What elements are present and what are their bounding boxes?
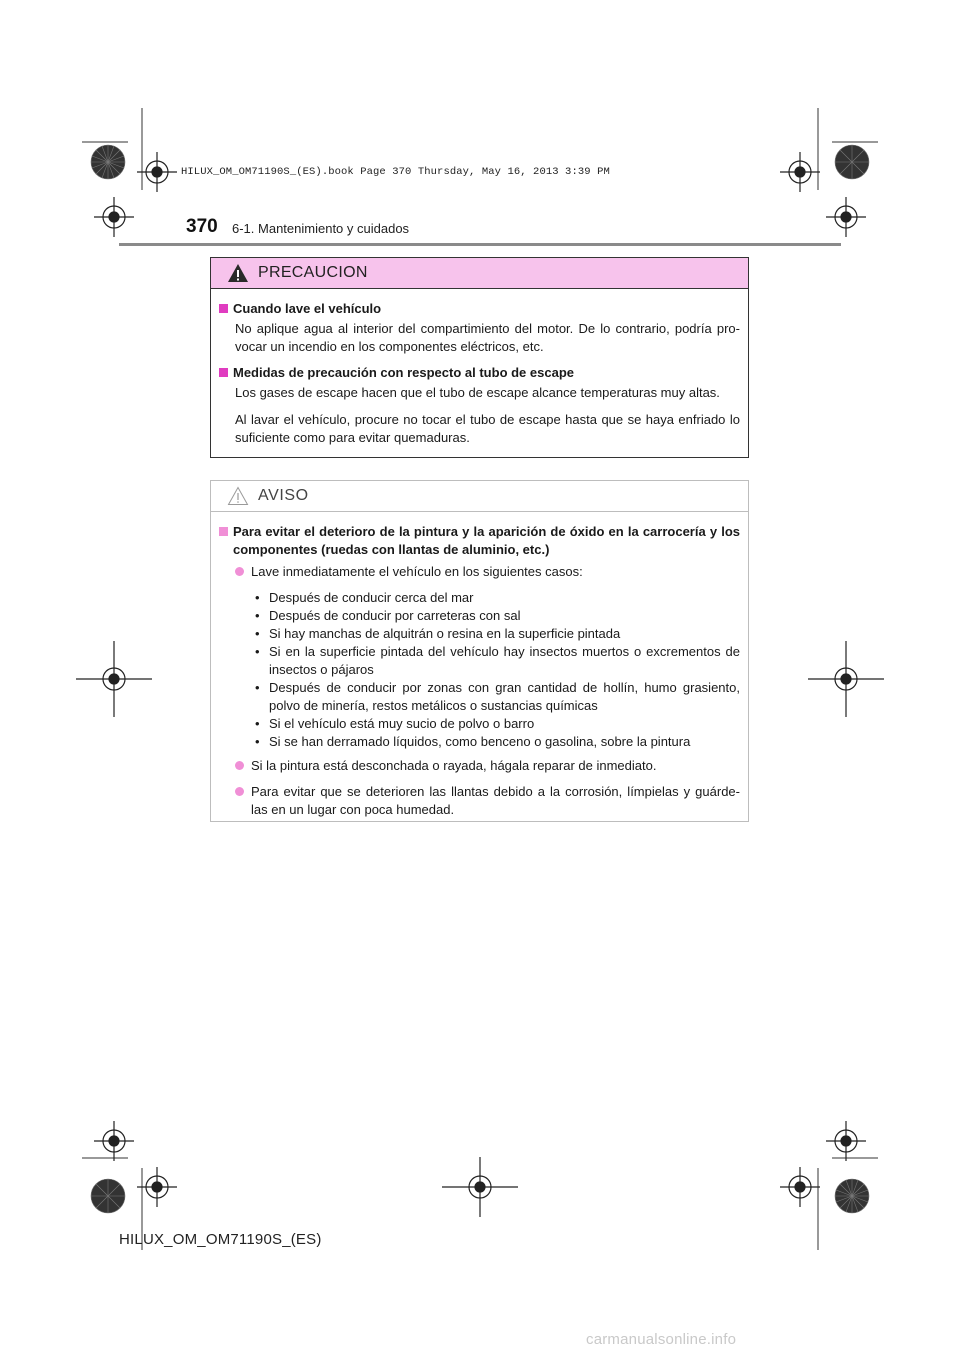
notice-heading: Para evitar el deterioro de la pintura y la aparición de óxido en la carrocería y los componentes (ruedas con llantas de aluminio, etc.) (219, 523, 740, 559)
notice-body (211, 512, 748, 819)
header-rule (119, 243, 841, 246)
section-title: 6-1. Mantenimiento y cuidados (232, 221, 410, 236)
notice-header (211, 481, 748, 512)
warning-outline-icon (227, 486, 249, 506)
list-item: • Si en la superficie pintada del vehículo hay insectos muertos o excrementos de insectos o pájaros (255, 644, 740, 677)
caution-body (211, 289, 748, 447)
caution-paragraph: Los gases de escape hacen que el tubo de escape alcance temperaturas muy altas. (235, 385, 720, 400)
footer-manual-code: HILUX_OM_OM71190S_(ES) (119, 1231, 322, 1248)
square-bullet-icon (219, 527, 228, 536)
watermark: carmanualsonline.info (586, 1331, 737, 1348)
round-bullet-icon (235, 567, 244, 576)
caution-paragraph: Al lavar el vehículo, procure no tocar el tubo de escape hasta que se haya enfriado lo suficiente como para evitar quemaduras. (235, 412, 740, 445)
notice-box (210, 480, 749, 822)
round-bullet-icon (235, 787, 244, 796)
caution-heading: Cuando lave el vehículo (219, 300, 740, 318)
list-item: • Después de conducir por zonas con gran cantidad de hollín, humo grasiento, polvo de minería, restos metálicos o sustancias químicas (255, 680, 740, 713)
list-item: • Si hay manchas de alquitrán o resina en la superficie pintada (255, 626, 621, 641)
caution-heading: Medidas de precaución con respecto al tubo de escape (219, 364, 740, 382)
sub-list (219, 589, 740, 751)
caution-paragraph: No aplique agua al interior del compartimiento del motor. De lo contrario, podría pro- vocar un incendio en los componentes eléctricos, etc. (235, 321, 740, 354)
list-item: Para evitar que se deterioren las llantas debido a la corrosión, límpielas y guárde- las en un lugar con poca humedad. (219, 783, 740, 819)
list-item: • Después de conducir por carreteras con sal (255, 608, 521, 623)
list-item: • Después de conducir cerca del mar (255, 590, 474, 605)
page-number: 370 (186, 216, 218, 237)
caution-box (210, 257, 749, 458)
list-item: Si la pintura está desconchada o rayada, hágala reparar de inmediato. (219, 757, 740, 775)
list-item: Lave inmediatamente el vehículo en los siguientes casos: (219, 563, 740, 581)
warning-triangle-icon (227, 263, 249, 283)
book-info-stamp: HILUX_OM_OM71190S_(ES).book Page 370 Thursday, May 16, 2013 3:39 PM (181, 166, 610, 178)
round-bullet-icon (235, 761, 244, 770)
square-bullet-icon (219, 304, 228, 313)
square-bullet-icon (219, 368, 228, 377)
list-item: • Si se han derramado líquidos, como benceno o gasolina, sobre la pintura (255, 734, 691, 749)
notice-title: AVISO (258, 487, 309, 504)
caution-title: PRECAUCION (258, 264, 368, 281)
list-item: • Si el vehículo está muy sucio de polvo o barro (255, 716, 535, 731)
caution-header (211, 258, 748, 289)
